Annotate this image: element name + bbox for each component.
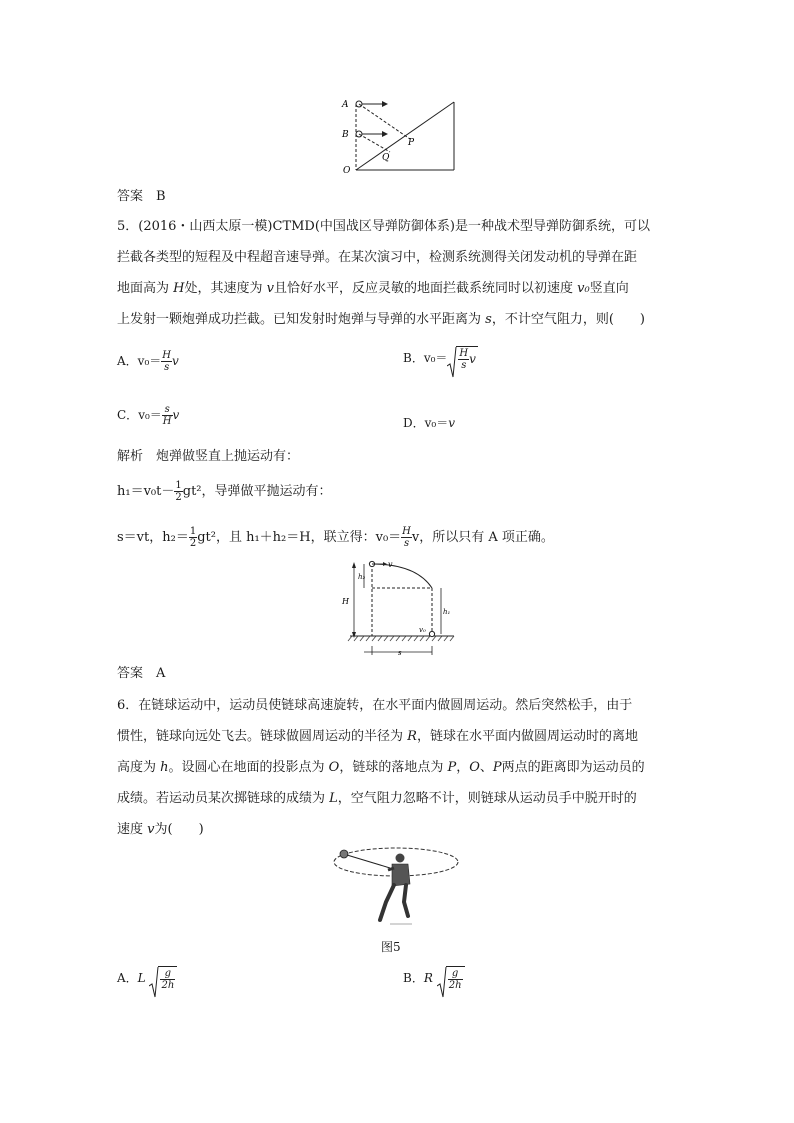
q5-option-b: B．v₀＝ $\frac{H}{s}$ v <box>403 346 478 371</box>
q6-line2: 惯性，链球向远处飞去。链球做圆周运动的半径为 R，链球在水平面内做圆周运动时的离地 <box>117 729 638 744</box>
q5-line1: 5．(2016・山西太原一模)CTMD(中国战区导弹防御体系)是一种战术型导弹防御系统，可以 <box>117 219 650 234</box>
answer-q5: 答案 A <box>117 666 166 681</box>
solution-q5-eq2: s＝vt，h₂＝ $\frac{1}{2}$ gt²，且 h₁＋h₂＝H，联立得：v₀＝ $\frac{H}{s}$ v，所以只有 A 项正确。 <box>117 526 554 549</box>
figure-interception <box>336 558 464 658</box>
q5-option-d: D．v₀＝v <box>403 416 455 430</box>
answer-q4: 答案 B <box>117 189 166 204</box>
q5-option-c: C．v₀＝ $\frac{s}{H}$ v <box>117 404 180 427</box>
q6-line1: 6．在链球运动中，运动员使链球高速旋转，在水平面内做圆周运动。然后突然松手，由于 <box>117 698 633 713</box>
figure-slope-projectile <box>338 92 463 178</box>
solution-q5-eq1: h₁＝v₀t－ $\frac{1}{2}$ gt²，导弹做平抛运动有： <box>117 480 332 503</box>
label-h2: h₂ <box>358 573 366 581</box>
q6-line4: 成绩。若运动员某次掷链球的成绩为 L，空气阻力忽略不计，则链球从运动员手中脱开时的 <box>117 791 637 806</box>
label-v0: v₀ <box>419 626 426 634</box>
q5-option-a: A．v₀＝ $\frac{H}{s}$ v <box>117 350 179 373</box>
q5-line4: 上发射一颗炮弹成功拦截。已知发射时炮弹与导弹的水平距离为 s，不计空气阻力，则( ) <box>117 312 645 327</box>
q5-line3: 地面高为 H处，其速度为 v且恰好水平，反应灵敏的地面拦截系统同时以初速度 v₀竖直向 <box>117 281 629 296</box>
q6-option-b: B．R $\frac{g}{2h}$ <box>403 966 465 991</box>
label-Q: Q <box>382 153 390 163</box>
q6-option-a: A．L $\frac{g}{2h}$ <box>117 966 177 991</box>
label-s: s <box>398 649 402 657</box>
label-A: A <box>342 100 349 110</box>
q5-line2: 拦截各类型的短程及中程超音速导弹。在某次演习中，检测系统测得关闭发动机的导弹在距 <box>117 250 638 265</box>
label-v: v <box>388 560 393 569</box>
label-P: P <box>408 138 415 148</box>
q6-line5: 速度 v为( ) <box>117 822 204 837</box>
q6-line3: 高度为 h。设圆心在地面的投影点为 O，链球的落地点为 P，O、P两点的距离即为运动员的 <box>117 760 645 775</box>
label-B: B <box>342 130 349 140</box>
label-H: H <box>342 597 349 606</box>
label-O: O <box>343 166 351 176</box>
figure-hammer-throw <box>330 840 462 930</box>
figure-caption: 图5 <box>381 940 401 954</box>
label-h1: h₁ <box>443 608 451 616</box>
solution-q5-head: 解析 炮弹做竖直上抛运动有： <box>117 449 300 464</box>
